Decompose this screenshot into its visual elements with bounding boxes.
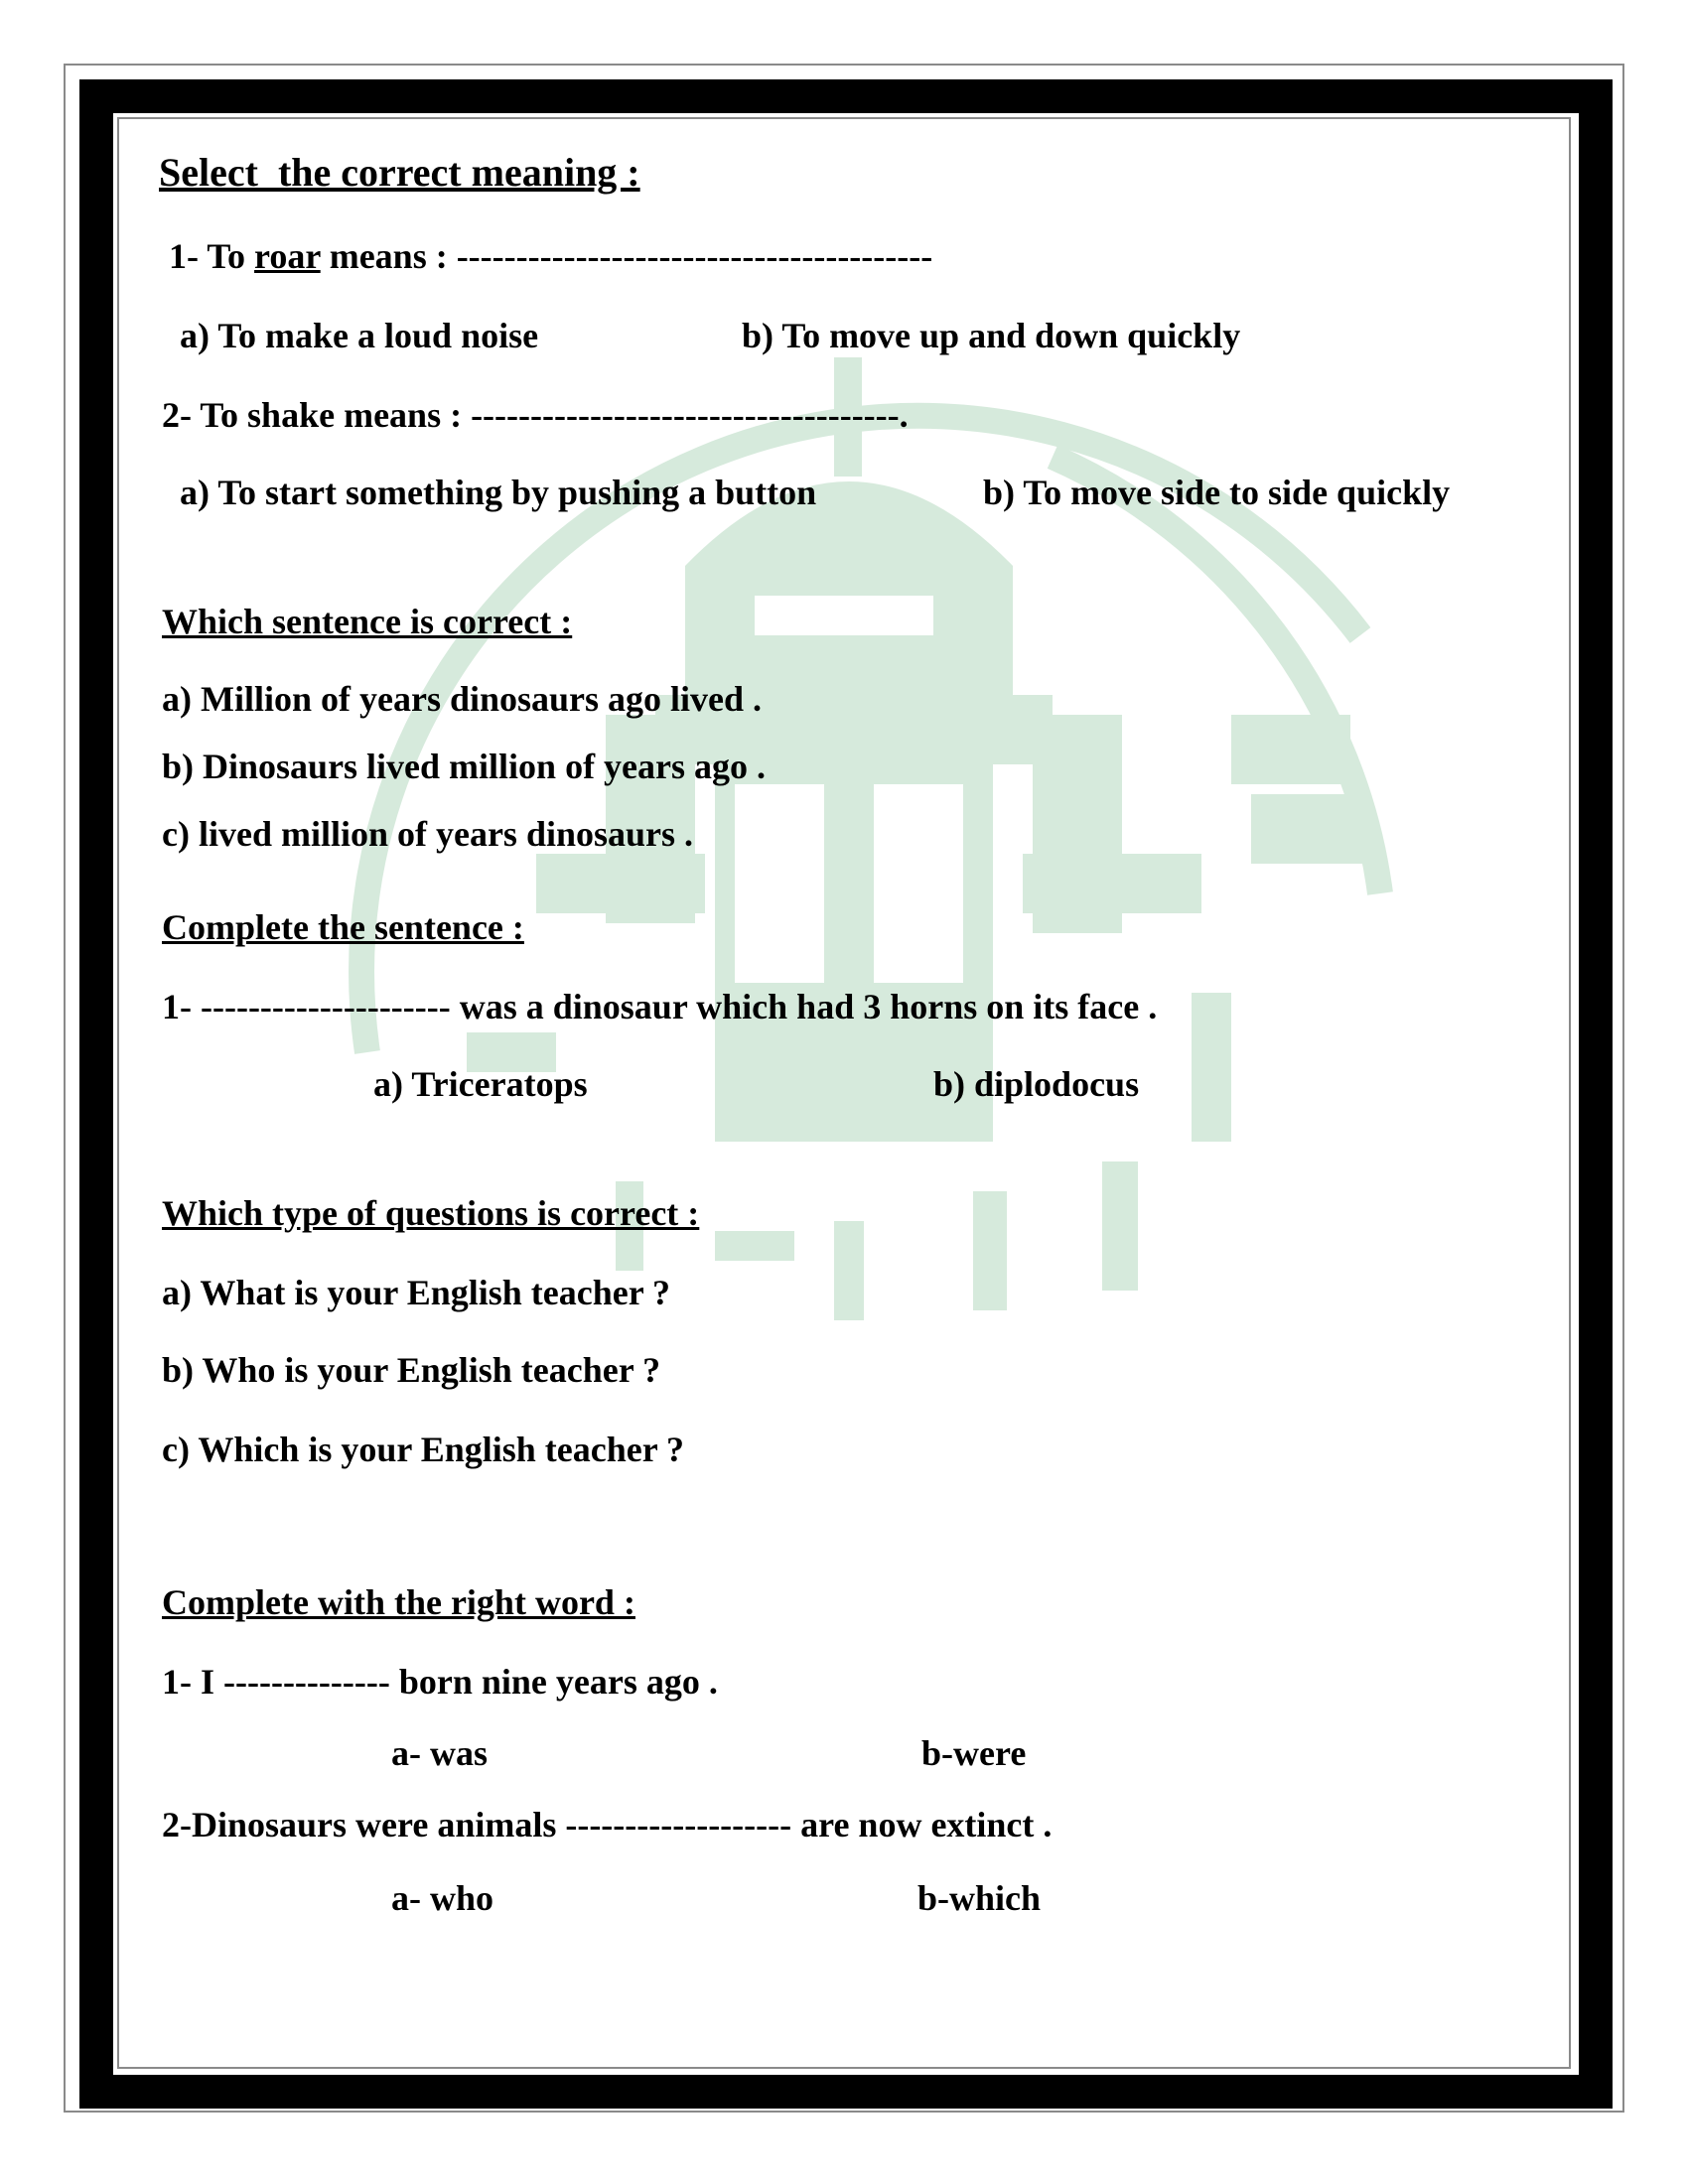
complete-question-1: 1- --------------------- was a dinosaur which had 3 horns on its face . bbox=[162, 987, 1158, 1026]
complete-option-b: b) diplodocus bbox=[933, 1064, 1140, 1104]
right-word-q2-option-b: b-which bbox=[917, 1878, 1042, 1918]
heading-correct-sentence: Which sentence is correct : bbox=[162, 602, 573, 641]
question-shake: 2- To shake means : ------------------------------------. bbox=[162, 395, 909, 435]
sentence-option-c: c) lived million of years dinosaurs . bbox=[162, 814, 694, 854]
option-roar-a: a) To make a loud noise bbox=[180, 316, 539, 355]
complete-option-a: a) Triceratops bbox=[373, 1064, 588, 1104]
question-roar bbox=[169, 234, 932, 278]
right-word-question-1: 1- I -------------- born nine years ago . bbox=[162, 1662, 718, 1702]
sentence-option-b: b) Dinosaurs lived million of years ago . bbox=[162, 747, 767, 786]
right-word-q2-option-a: a- who bbox=[391, 1878, 494, 1918]
heading-question-type: Which type of questions is correct : bbox=[162, 1193, 700, 1233]
heading-select-meaning: Select the correct meaning : bbox=[159, 150, 640, 195]
question-type-option-b: b) Who is your English teacher ? bbox=[162, 1350, 661, 1390]
option-shake-b: b) To move side to side quickly bbox=[983, 473, 1451, 512]
heading-right-word: Complete with the right word : bbox=[162, 1582, 635, 1622]
right-word-q1-option-b: b-were bbox=[921, 1733, 1027, 1773]
right-word-q1-option-a: a- was bbox=[391, 1733, 488, 1773]
right-word-question-2: 2-Dinosaurs were animals ------------------- are now extinct . bbox=[162, 1805, 1053, 1844]
question-roar-prefix: 1- To bbox=[169, 236, 255, 276]
option-shake-a: a) To start something by pushing a button bbox=[180, 473, 817, 512]
question-type-option-c: c) Which is your English teacher ? bbox=[162, 1430, 685, 1469]
heading-complete-sentence: Complete the sentence : bbox=[162, 907, 524, 947]
question-roar-suffix: means : ---------------------------------------- bbox=[320, 236, 933, 276]
sentence-option-a: a) Million of years dinosaurs ago lived . bbox=[162, 679, 763, 719]
question-type-option-a: a) What is your English teacher ? bbox=[162, 1273, 671, 1312]
question-roar-word: roar bbox=[254, 236, 321, 276]
option-roar-b: b) To move up and down quickly bbox=[742, 316, 1241, 355]
